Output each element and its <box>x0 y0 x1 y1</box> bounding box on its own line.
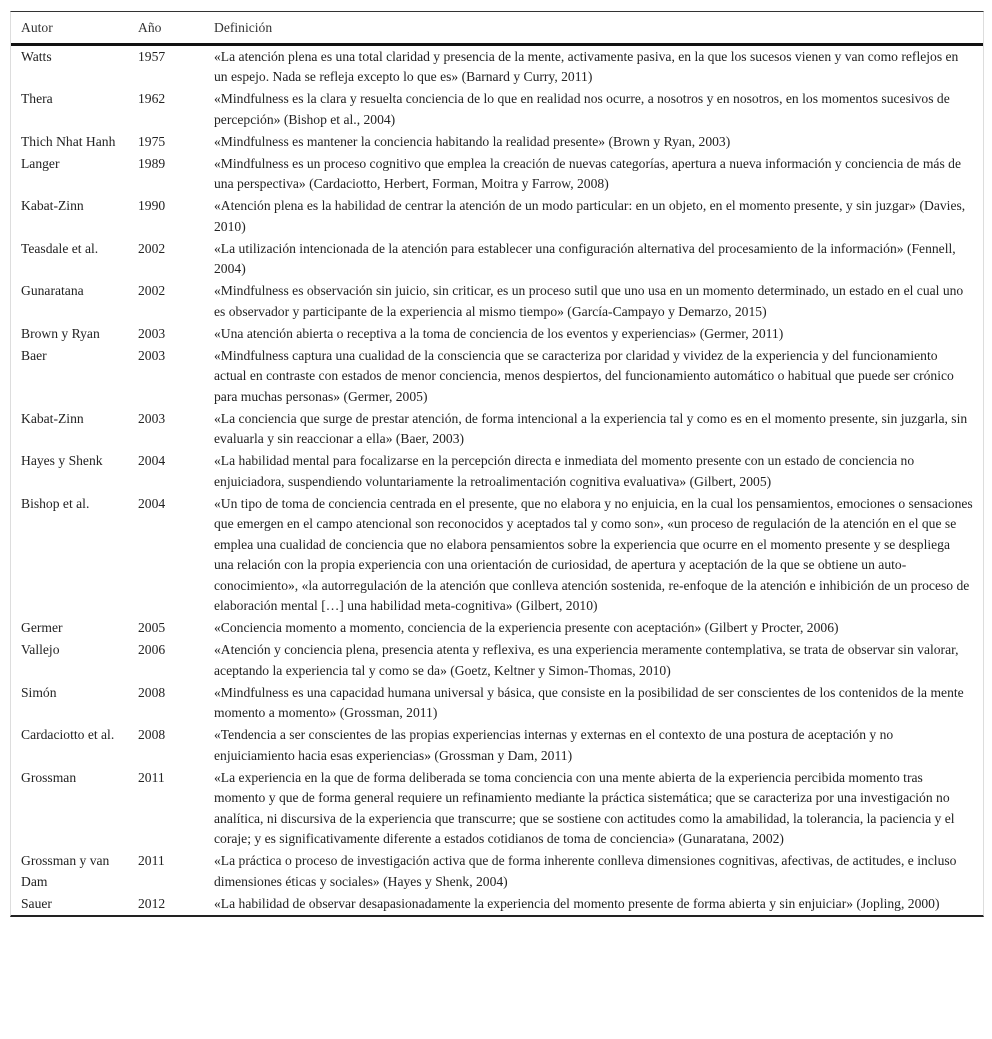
year-cell: 2012 <box>138 895 166 911</box>
definition-cell: «La conciencia que surge de prestar atención, de forma intencional a la experiencia tal y como es en el momento presente, sin juzgarla, sin evaluarla y sin reaccionar a ella» (Baer, 2003) <box>214 410 968 446</box>
author-cell: Teasdale et al. <box>21 240 99 256</box>
header-definition: Definición <box>214 12 983 44</box>
year-cell: 2006 <box>138 642 166 657</box>
definitions-table-container <box>10 11 984 917</box>
table-row <box>11 238 983 281</box>
year-cell: 1957 <box>138 48 166 64</box>
definition-cell: «Mindfulness es un proceso cognitivo que emplea la creación de nuevas categorías, apertura a nueva información y conciencia de más de una perspectiva» (Cardaciotto, Herbert, Forman, Moitra y Farrow, 2008) <box>214 155 961 191</box>
table-row <box>11 345 983 408</box>
table-row <box>11 280 983 323</box>
author-cell: Germer <box>21 620 63 635</box>
author-cell: Kabat-Zinn <box>21 410 84 426</box>
definition-cell: «Tendencia a ser conscientes de las propias experiencias internas y externas en el contexto de una postura de aceptación y no enjuiciamiento hacia esas experiencias» (Grossman y Dam, 2011) <box>214 727 894 763</box>
table-row <box>11 408 983 451</box>
definition-cell: «La utilización intencionada de la atención para establecer una configuración alternativa del procesamiento de la información» (Fennell, 2004) <box>214 240 956 276</box>
author-cell: Watts <box>21 48 52 64</box>
year-cell: 1975 <box>138 133 166 149</box>
year-cell: 2011 <box>138 769 165 785</box>
definition-cell: «Conciencia momento a momento, conciencia de la experiencia presente con aceptación» (Gilbert y Procter, 2006) <box>214 620 839 635</box>
table-row <box>11 617 983 639</box>
definition-cell: «La habilidad de observar desapasionadamente la experiencia del momento presente de forma abierta y sin enjuiciar» (Jopling, 2000) <box>214 895 940 911</box>
author-cell: Cardaciotto et al. <box>21 727 115 742</box>
author-cell: Hayes y Shenk <box>21 453 103 468</box>
author-cell: Bishop et al. <box>21 495 90 511</box>
header-author: Autor <box>11 12 138 44</box>
table-row <box>11 450 983 493</box>
table-row <box>11 893 983 915</box>
author-cell: Thich Nhat Hanh <box>21 133 116 149</box>
table-row <box>11 323 983 345</box>
author-cell: Thera <box>21 91 53 106</box>
author-cell: Baer <box>21 347 47 363</box>
year-cell: 2005 <box>138 620 166 635</box>
author-cell: Grossman <box>21 769 77 785</box>
definition-cell: «La práctica o proceso de investigación activa que de forma inherente conlleva dimensiones cognitivas, afectivas, de actitudes, e incluso dimensiones éticas y sociales» (Hayes y Shenk, 2004) <box>214 853 957 889</box>
year-cell: 1990 <box>138 198 166 213</box>
author-cell: Grossman y van Dam <box>21 853 110 889</box>
definition-cell: «Mindfulness es mantener la conciencia habitando la realidad presente» (Brown y Ryan, 2003) <box>214 133 731 149</box>
definition-cell: «Una atención abierta o receptiva a la toma de conciencia de los eventos y experiencias» (Germer, 2011) <box>214 325 784 341</box>
table-row <box>11 767 983 851</box>
definition-cell: «Mindfulness es una capacidad humana universal y básica, que consiste en la posibilidad de ser conscientes de los contenidos de la mente momento a momento» (Grossman, 2011) <box>214 684 964 720</box>
definition-cell: «La atención plena es una total claridad y presencia de la mente, activamente pasiva, en la que los sucesos vienen y van como reflejos en un espejo. Nada se refleja excepto lo que es» (Barnard y Curry, 2011) <box>214 48 959 84</box>
definition-cell: «La habilidad mental para focalizarse en la percepción directa e inmediata del momento presente con un estado de conciencia no enjuiciadora, suspendiendo voluntariamente la retroalimentación cognitiva evaluativa» (Gilbert, 2005) <box>214 453 915 489</box>
table-row <box>11 639 983 682</box>
year-cell: 2008 <box>138 684 166 700</box>
definition-cell: «Un tipo de toma de conciencia centrada en el presente, que no elabora y no enjuicia, en la cual los pensamientos, emociones o sensaciones que emergen en el campo atencional son reconocidos y aceptados tal y como son», «un proceso de regulación de la atención en el que se emplea una cualidad de conciencia que no elabora pensamientos sobre la experiencia que ocurre en el momento presente y se despliega una relación con la propia experiencia con una orientación de curiosidad, de apertura y aceptación de la que se obtiene un auto-conocimiento», «la autorregulación de la atención que conlleva atención sostenida, re-enfoque de la atención e inhibición de un proceso de elaboración mental […] una habilidad meta-cognitiva» (Gilbert, 2010) <box>214 495 973 613</box>
year-cell: 1989 <box>138 155 166 171</box>
year-cell: 2008 <box>138 727 166 742</box>
author-cell: Gunaratana <box>21 283 84 298</box>
author-cell: Simón <box>21 684 57 700</box>
year-cell: 2002 <box>138 240 166 256</box>
table-row <box>11 153 983 196</box>
table-row <box>11 850 983 893</box>
author-cell: Sauer <box>21 895 52 911</box>
definition-cell: «Mindfulness captura una cualidad de la consciencia que se caracteriza por claridad y vividez de la experiencia y del funcionamiento actual en contraste con estados de menor conciencia, menos despiertos, del funcionamiento automático o habitual que puede ser crónico para muchas personas» (Germer, 2005) <box>214 347 954 404</box>
author-cell: Kabat-Zinn <box>21 198 84 213</box>
table-row <box>11 724 983 767</box>
definition-cell: «Mindfulness es la clara y resuelta conciencia de lo que en realidad nos ocurre, a nosotros y en nosotros, en los momentos sucesivos de percepción» (Bishop et al., 2004) <box>214 91 950 127</box>
definition-cell: «La experiencia en la que de forma deliberada se toma conciencia con una mente abierta de la experiencia percibida momento tras momento y que de forma general requiere un refinamiento mediante la práctica sistemática; que se caracteriza por una investigación no analítica, ni discursiva de la experiencia que transcurre; que se sostiene con actitudes como la amabilidad, la tolerancia, la paciencia y el coraje; y es significativamente diferente a estados cotidianos de toma de conciencia» (Gunaratana, 2002) <box>214 769 955 846</box>
author-cell: Vallejo <box>21 642 60 657</box>
year-cell: 1962 <box>138 91 166 106</box>
year-cell: 2002 <box>138 283 166 298</box>
table-row <box>11 682 983 725</box>
author-cell: Langer <box>21 155 60 171</box>
year-cell: 2003 <box>138 325 166 341</box>
definition-cell: «Atención plena es la habilidad de centrar la atención de un modo particular: en un objeto, en el momento presente, y sin juzgar» (Davies, 2010) <box>214 198 966 234</box>
table-row <box>11 44 983 88</box>
year-cell: 2004 <box>138 495 166 511</box>
definition-cell: «Mindfulness es observación sin juicio, sin criticar, es un proceso sutil que uno usa en un momento determinado, un estado en el cual uno es observador y participante de la experiencia al mismo tiempo» (García-Campayo y Demarzo, 2015) <box>214 283 964 319</box>
table-row <box>11 493 983 618</box>
header-year: Año <box>138 12 214 44</box>
year-cell: 2003 <box>138 347 166 363</box>
definitions-table <box>11 12 983 915</box>
table-row <box>11 195 983 238</box>
table-row <box>11 88 983 131</box>
table-body <box>11 44 983 915</box>
year-cell: 2003 <box>138 410 166 426</box>
table-header-row <box>11 12 983 44</box>
definition-cell: «Atención y conciencia plena, presencia atenta y reflexiva, es una experiencia meramente contemplativa, se trata de observar sin valorar, aceptando la experiencia tal y como se da» (Goetz, Keltner y Simon-Thomas, 2010) <box>214 642 959 678</box>
table-row <box>11 131 983 153</box>
year-cell: 2004 <box>138 453 166 468</box>
year-cell: 2011 <box>138 853 165 868</box>
author-cell: Brown y Ryan <box>21 325 100 341</box>
